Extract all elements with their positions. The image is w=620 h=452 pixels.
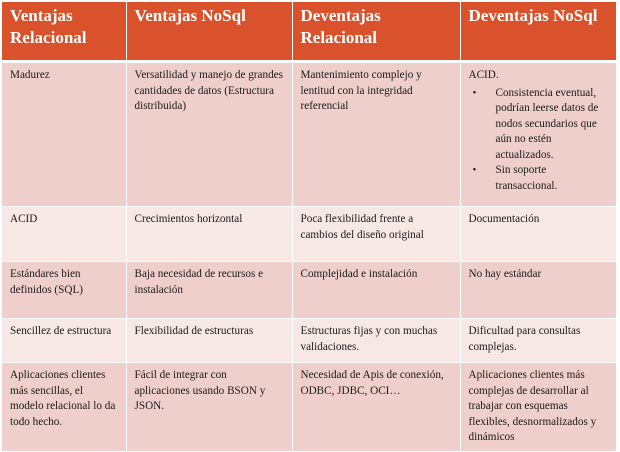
table-cell: Poca flexibilidad frente a cambios del diseño original <box>292 207 460 262</box>
table-cell: Documentación <box>460 207 616 262</box>
table-row <box>2 207 616 262</box>
header-ventajas-relacional: Ventajas Relacional <box>2 2 126 62</box>
table-cell: ACID <box>2 207 126 262</box>
table-cell: Flexibilidad de estructuras <box>126 319 292 363</box>
table-cell <box>460 62 616 207</box>
header-row <box>2 2 616 62</box>
table-row <box>2 363 616 452</box>
table-cell: Dificultad para consultas complejas. <box>460 319 616 363</box>
table-cell: Aplicaciones clientes más complejas de desarrollar al trabajar con esquemas flexibles, desnormalizados y dinámicos <box>460 363 616 452</box>
header-desventajas-relacional: Deventajas Relacional <box>292 2 460 62</box>
table-row <box>2 262 616 319</box>
bullet-item: • Consistencia eventual, podrían leerse datos de nodos secundarios que aún no estén actualizados. <box>496 86 609 164</box>
header-ventajas-nosql: Ventajas NoSql <box>126 2 292 62</box>
bullet-item: • Sin soporte transaccional. <box>496 163 609 194</box>
header-desventajas-nosql: Deventajas NoSql <box>460 2 616 62</box>
table-cell: No hay estándar <box>460 262 616 319</box>
table-cell: Necesidad de Apis de conexión, ODBC, JDBC, OCI… <box>292 363 460 452</box>
table-row <box>2 62 616 207</box>
table-cell: Estructuras fijas y con muchas validaciones. <box>292 319 460 363</box>
table-row <box>2 319 616 363</box>
table-cell: Crecimientos horizontal <box>126 207 292 262</box>
table-cell: Complejidad e instalación <box>292 262 460 319</box>
table-cell: Sencillez de estructura <box>2 319 126 363</box>
table-cell: Mantenimiento complejo y lentitud con la integridad referencial <box>292 62 460 207</box>
table-cell: Versatilidad y manejo de grandes cantidades de datos (Estructura distribuida) <box>126 62 292 207</box>
comparison-table <box>2 2 617 452</box>
table-cell: Fácil de integrar con aplicaciones usando BSON y JSON. <box>126 363 292 452</box>
table-cell: Estándares bien definidos (SQL) <box>2 262 126 319</box>
table-cell: Baja necesidad de recursos e instalación <box>126 262 292 319</box>
comparison-table-container <box>2 2 617 452</box>
cell-text: ACID. <box>468 69 499 81</box>
table-cell: Aplicaciones clientes más sencillas, el modelo relacional lo da todo hecho. <box>2 363 126 452</box>
table-cell: Madurez <box>2 62 126 207</box>
bullet-list <box>469 86 609 195</box>
